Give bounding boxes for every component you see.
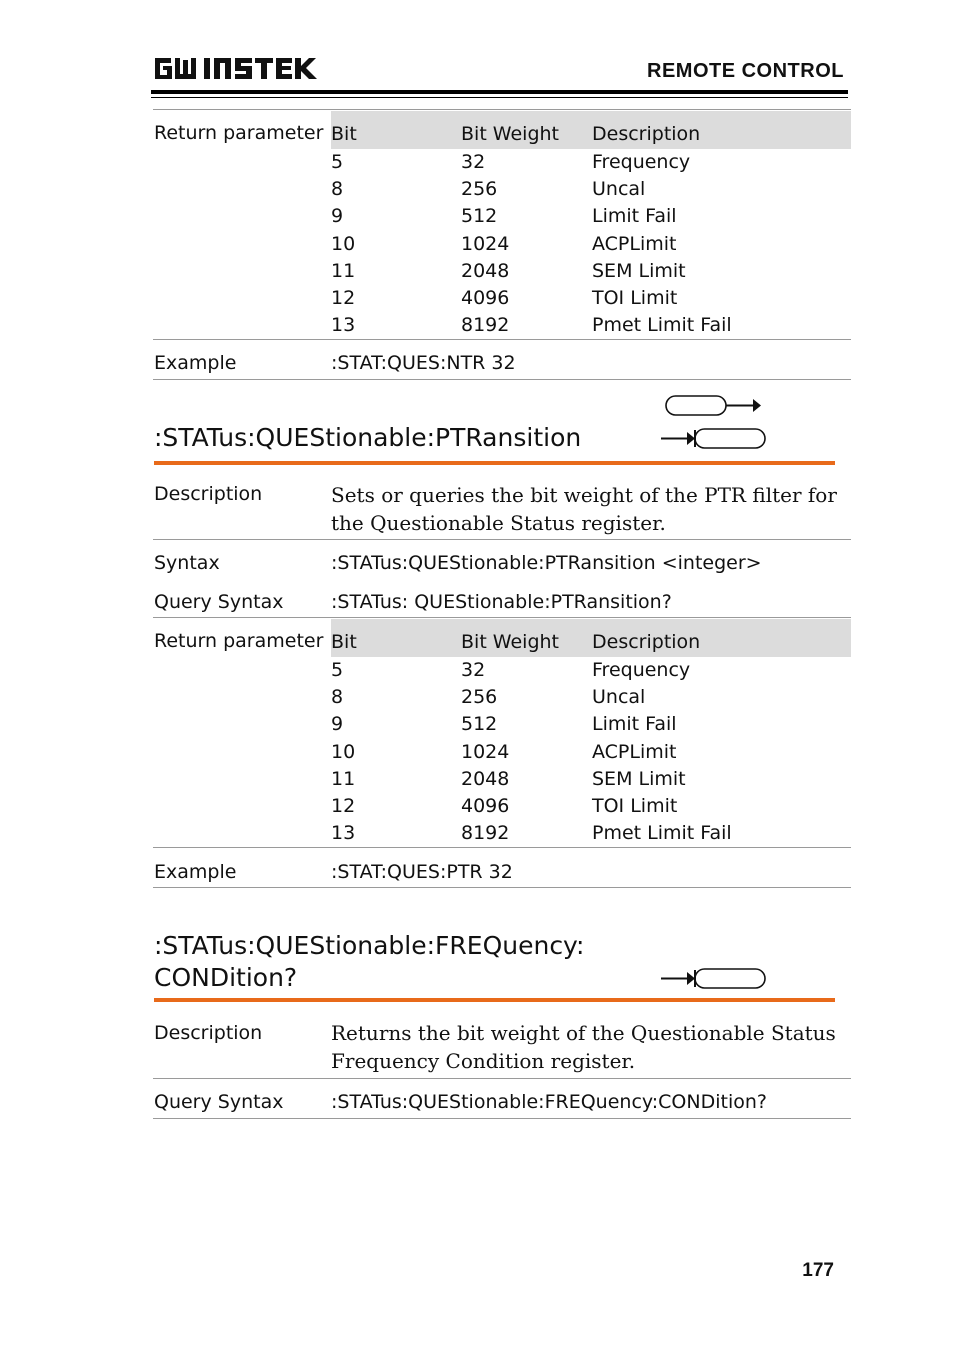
divider <box>153 109 851 110</box>
table-row: 12 4096 TOI Limit <box>331 286 678 309</box>
table-row: 10 1024 ACPLimit <box>331 740 677 763</box>
query-syntax-label: Query Syntax <box>154 591 284 613</box>
bit-table-header <box>331 111 851 149</box>
description-text: Sets or queries the bit weight of the PTR filter for the Questionable Status register. <box>331 483 837 535</box>
table-row: 12 4096 TOI Limit <box>331 794 678 817</box>
section-title-freq-line1: :STATus:QUEStionable:FREQuency: <box>154 931 585 960</box>
example-value: :STAT:QUES:PTR 32 <box>331 861 513 883</box>
table-row: 5 32 Frequency <box>331 151 691 173</box>
table-row: 13 8192 Pmet Limit Fail <box>331 822 732 845</box>
bit-table-top <box>331 111 851 339</box>
section-title-ptr: :STATus:QUEStionable:PTRansition <box>154 423 582 452</box>
column-header-bit-weight: Bit Weight <box>461 123 559 145</box>
divider <box>153 847 851 848</box>
table-row: 13 8192 Pmet Limit Fail <box>331 314 732 337</box>
return-parameter-label: Return parameter <box>154 630 324 652</box>
return-parameter-label: Return parameter <box>154 122 324 144</box>
section-rule <box>154 998 835 1002</box>
header-rule-thick <box>151 90 848 94</box>
section-title-freq-line2: CONDition? <box>154 963 298 992</box>
divider <box>153 617 851 618</box>
description-label: Description <box>154 1022 263 1044</box>
section-rule <box>154 461 835 465</box>
table-row: 11 2048 SEM Limit <box>331 259 686 282</box>
table-row: 9 512 Limit Fail <box>331 205 677 228</box>
column-header-bit: Bit <box>331 631 357 653</box>
syntax-label: Syntax <box>154 552 220 574</box>
table-row: 8 256 Uncal <box>331 178 646 201</box>
column-header-bit: Bit <box>331 123 357 145</box>
header-title: REMOTE CONTROL <box>647 60 844 82</box>
divider <box>153 539 851 540</box>
description-label: Description <box>154 483 263 505</box>
query-command-icon <box>658 427 768 451</box>
query-syntax-value: :STATus: QUEStionable:PTRansition? <box>331 591 672 613</box>
table-row: 9 512 Limit Fail <box>331 713 677 736</box>
description-text: Returns the bit weight of the Questionable Status Frequency Condition register. <box>331 1021 836 1073</box>
query-syntax-value: :STATus:QUEStionable:FREQuency:CONDition? <box>331 1091 767 1113</box>
column-header-bit-weight: Bit Weight <box>461 631 559 653</box>
divider <box>153 887 851 888</box>
example-label: Example <box>154 352 237 374</box>
bit-table-ptr <box>331 619 851 847</box>
page-number: 177 <box>802 1260 834 1281</box>
syntax-value: :STATus:QUEStionable:PTRansition <integer> <box>331 552 762 574</box>
column-header-description: Description <box>592 123 701 145</box>
example-label: Example <box>154 861 237 883</box>
table-row: 11 2048 SEM Limit <box>331 767 686 790</box>
divider <box>153 339 851 340</box>
divider <box>153 1078 851 1079</box>
header-rule-thin <box>151 97 848 98</box>
example-value: :STAT:QUES:NTR 32 <box>331 352 516 374</box>
query-syntax-label: Query Syntax <box>154 1091 284 1113</box>
query-command-icon <box>658 967 768 991</box>
set-command-icon <box>663 394 763 418</box>
table-row: 10 1024 ACPLimit <box>331 232 677 255</box>
column-header-description: Description <box>592 631 701 653</box>
divider <box>153 379 851 380</box>
table-row: 5 32 Frequency <box>331 659 691 681</box>
divider <box>153 1118 851 1119</box>
gw-instek-logo <box>153 54 325 84</box>
table-row: 8 256 Uncal <box>331 686 646 709</box>
bit-table-header <box>331 619 851 657</box>
